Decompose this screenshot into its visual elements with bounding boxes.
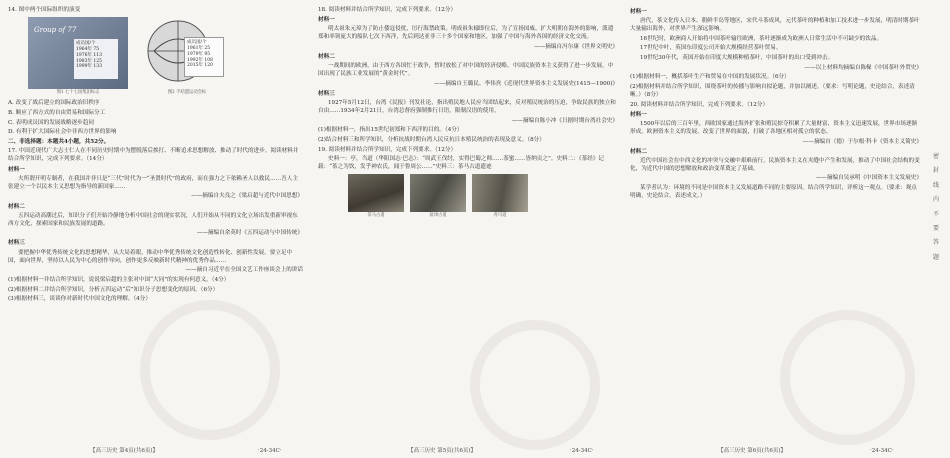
nam-member-box	[184, 37, 224, 77]
nam-emblem-image	[144, 17, 230, 89]
box-title: 成员国/个	[187, 40, 207, 46]
material-label: 材料一	[318, 17, 335, 24]
question-19-text: 史料一：亭，当道（华阳国志·巴志）：“周武王伐纣，实得巴蜀之师……茶蜜……皆纳贡之”。史料二：《茶经》记载：“茶之为饮，发乎神农氏，闻于鲁周公……”史料三：茶马古道遗迹	[318, 156, 604, 171]
seal-char: 不	[932, 210, 939, 218]
seal-char: 线	[932, 181, 939, 189]
option-d: D. 有利于扩大国际社会中非西方世界的影响	[8, 129, 117, 136]
photo-captions	[348, 213, 618, 219]
task-text: 某学者认为：环境的不同是中国资本主义发展道路不同的主要原因。结合所学知识，评析这一观点。（要求：观点明确，史论结合，表述成文。）	[630, 185, 917, 200]
question-20-intro: 20. 阅读材料并结合所学知识，完成下列要求。（12分）	[630, 101, 769, 108]
material-source: ——以上材料均摘编自陈椽《中国茶叶外贸史》	[804, 64, 922, 71]
question-19-intro: 19. 阅读材料并结合所学知识，完成下列要求。（12分）	[318, 146, 457, 153]
box-row: 1976年 113	[76, 52, 102, 58]
sub-question: (1)根据材料一并结合所学知识，说说梁启超的主张对中国“大同”的实现有何意义。（4分）	[8, 276, 230, 283]
page-code: ·24-34C·	[870, 448, 894, 454]
material-label: 材料三	[318, 90, 335, 97]
sub-question: (2)结合材料三和所学知识，分析抗战时期台湾人民反抗日本殖民统治的表现及意义。（8分）	[318, 137, 545, 144]
figure-1-caption: 图1 七十七国集团标志	[56, 90, 100, 96]
photo-caption: 茶马古道	[367, 213, 385, 219]
section-2-heading: 二、非选择题：本题共4小题，共52分。	[8, 139, 110, 146]
material-label: 材料二	[630, 148, 647, 155]
page-column-2	[318, 6, 618, 440]
box-row: 1961年 25	[187, 45, 211, 51]
page-code: ·24-34C·	[258, 448, 282, 454]
option-a: A. 改变了战后建立的国际政治旧秩序	[8, 100, 100, 107]
seal-line-text	[930, 150, 942, 265]
material-text: 唐代，茶文化传入日本、朝鲜半岛等地区，宋代斗茶成风，元代茶叶的种植和加工技术进一步发展，明清时期茶叶大量输出海外，对世界产生深远影响。	[630, 18, 920, 33]
road-photo	[472, 174, 528, 212]
road-photo	[410, 174, 466, 212]
material-label: 材料三	[8, 240, 25, 247]
page-column-1	[8, 6, 303, 440]
material-source: ——摘自习近平在全国文艺工作座谈会上的讲话	[185, 267, 303, 274]
option-c: C. 表明成员国的发展战略逐步趋同	[8, 119, 94, 126]
material-text: 五四运动高潮过后，知识分子们开始冷静地分析中国社会的现实状况，人们开始从不同的文化立场出发重新审视东西方文化，探索国家和民族发展的道路。	[8, 212, 298, 227]
box-row: 1999年 133	[76, 64, 102, 70]
material-text: 明太祖朱元璋为了防止倭寇侵扰，厉行海禁政策。明成祖朱棣即位后，为了宣扬国威、扩大明朝在海外的影响，派遣郑和率领庞大的船队七次下西洋，先后到达亚非三十多个国家和地区，加强了中国与海外各国的经济文化交流。	[318, 26, 614, 41]
material-source: ——摘编自冯尔康《世界文明史》	[534, 43, 618, 50]
sub-question: (1)根据材料一，指出15世纪初郑和下西洋的目的。（4分）	[318, 127, 463, 134]
material-source: ——摘编自王璐民、李伟焘《近现代世界资本主义发展史(1415—1900)》	[434, 80, 618, 87]
box-row: 1992年 108	[187, 57, 213, 63]
material-source: ——摘编自余英时《五四运动与中国传统》	[196, 230, 303, 237]
figure-1	[28, 17, 128, 96]
material-text: 夫所谓开明专制者，在我国并非只是“三代”时代为一“圣贤时代”的政府，而在强力之下依赖圣人以救民……吾人主张建立一个以民本主义思想为指导的新国家……	[8, 175, 298, 190]
material-text: 近代中国社会在中西文化的冲突与交融中艰难前行，民族资本主义在夹缝中产生和发展，推动了中国社会结构的变化，为近代中国的思想解放和政治变革奠定了基础。	[630, 157, 920, 172]
seal-char: 密	[932, 153, 939, 160]
page-footer: 【高三历史 第5页(共6页)】	[408, 448, 477, 454]
page-column-3	[630, 6, 922, 440]
page-footer: 【高三历史 第6页(共6页)】	[718, 448, 787, 454]
question-17-intro: 17. 中国近现代广大志士仁人在不同历史时期中为摆脱落后挨打、不断追求思想解放、推动了时代的进步。阅读材料并结合所学知识，完成下列要求。（14分）	[8, 148, 299, 163]
box-row: 2015年 120	[187, 63, 213, 69]
material-source: ——摘编自吴承明《中国资本主义发展史》	[815, 175, 922, 182]
material-line: 17世纪中叶，英国东印度公司开始大规模经营茶叶贸易。	[640, 45, 782, 52]
material-label: 材料二	[318, 54, 335, 61]
box-row: 1964年 75	[76, 46, 100, 52]
question-18-intro: 18. 阅读材料并结合所学知识，完成下列要求。（12分）	[318, 7, 457, 13]
question-14-title: 14. 图中两个国际组织的演变	[8, 7, 81, 13]
seal-char: 内	[932, 196, 939, 204]
g77-member-box	[74, 39, 118, 79]
photo-caption: 青川道	[493, 213, 507, 219]
material-label: 材料一	[630, 9, 647, 15]
material-text: 一战期间的欧洲，由于西方各国忙于战争，暂时放松了对中国的经济侵略，中国民族资本主义获得了进一步发展，中国出现了民族工业发展的“黄金时代”。	[318, 63, 614, 78]
material-source: ——摘编自（德）于尔根·科卡《资本主义简史》	[802, 138, 922, 145]
seal-char: 答	[932, 239, 939, 247]
material-source: ——摘编自夫良之《梁启超与近代中国思想》	[191, 193, 303, 200]
sub-question: (2)根据材料并结合所学知识，围绕茶叶的传播与影响自拟论题，并加以阐述。（要求：写明论题，史论结合，表述清晰。）（8分）	[630, 83, 915, 98]
seal-char: 封	[932, 167, 939, 175]
sub-question: (1)根据材料一，概括茶叶生产和贸易在中国的发展状况。（6分）	[630, 74, 790, 81]
seal-char: 要	[932, 224, 939, 232]
figure-row	[28, 17, 303, 96]
box-row: 1979年 95	[187, 51, 211, 57]
figure-2	[144, 17, 230, 96]
material-text: 1927年5月12日，台湾《民报》刊发社论，指出殖民地人民应当团结起来，反对殖民统治的压迫，争取民族的独立和自由……1934年2月21日，台湾总督府强制推行日语，限制汉语的使用。	[318, 100, 616, 115]
page-code: ·24-34C·	[570, 448, 594, 454]
material-label: 材料一	[630, 111, 647, 118]
sub-question: (2)根据材料二并结合所学知识，分析五四运动“后”知识分子思想变化的原因。（6分）	[8, 286, 219, 293]
g77-emblem-image	[28, 17, 128, 89]
seal-char: 题	[932, 253, 939, 261]
material-text: 1500年以后的三百年里，西欧国家通过海外扩张和殖民掠夺积累了大量财富，资本主义迅速发展，世界市场逐渐形成。欧洲资本主义的发展，改变了世界的面貌，打破了各地区相对孤立的状态。	[630, 120, 918, 135]
road-photo	[348, 174, 404, 212]
material-line: 16世纪时，欧洲商人开始将中国茶叶输往欧洲，茶叶逐渐成为欧洲人日常生活中不可缺少的饮品。	[640, 35, 883, 42]
box-row: 1983年 125	[76, 58, 102, 64]
box-title: 成员国/个	[76, 41, 96, 47]
material-line: 19世纪30年代，英国开始在印度大规模种植茶叶，中国茶叶的出口受到冲击。	[640, 55, 834, 62]
page-footer: 【高三历史 第4页(共6页)】	[90, 448, 159, 454]
material-label: 材料二	[8, 203, 25, 210]
material-label: 材料一	[8, 166, 25, 173]
photo-row	[348, 174, 618, 212]
material-text: 要把握中华优秀传统文化的思想精华，从大局着眼，推动中华优秀传统文化创造性转化、创新性发展。要立足中国，面向世界，坚持以人民为中心的创作导向，创作更多反映新时代精神的优秀作品……	[8, 249, 293, 264]
g77-banner: Group of 77	[34, 26, 77, 35]
figure-2-caption: 图2 不结盟运动会标	[167, 90, 207, 96]
option-b: B. 顺应了西方式的自由贸易和国际分工	[8, 109, 106, 116]
sub-question: (3)根据材料三，谈谈你对新时代中国文化的理解。（4分）	[8, 296, 151, 303]
photo-caption: 盐津古道	[429, 213, 447, 219]
material-source: ——摘编自陈小冲《日据时期台湾社会史》	[511, 117, 618, 124]
